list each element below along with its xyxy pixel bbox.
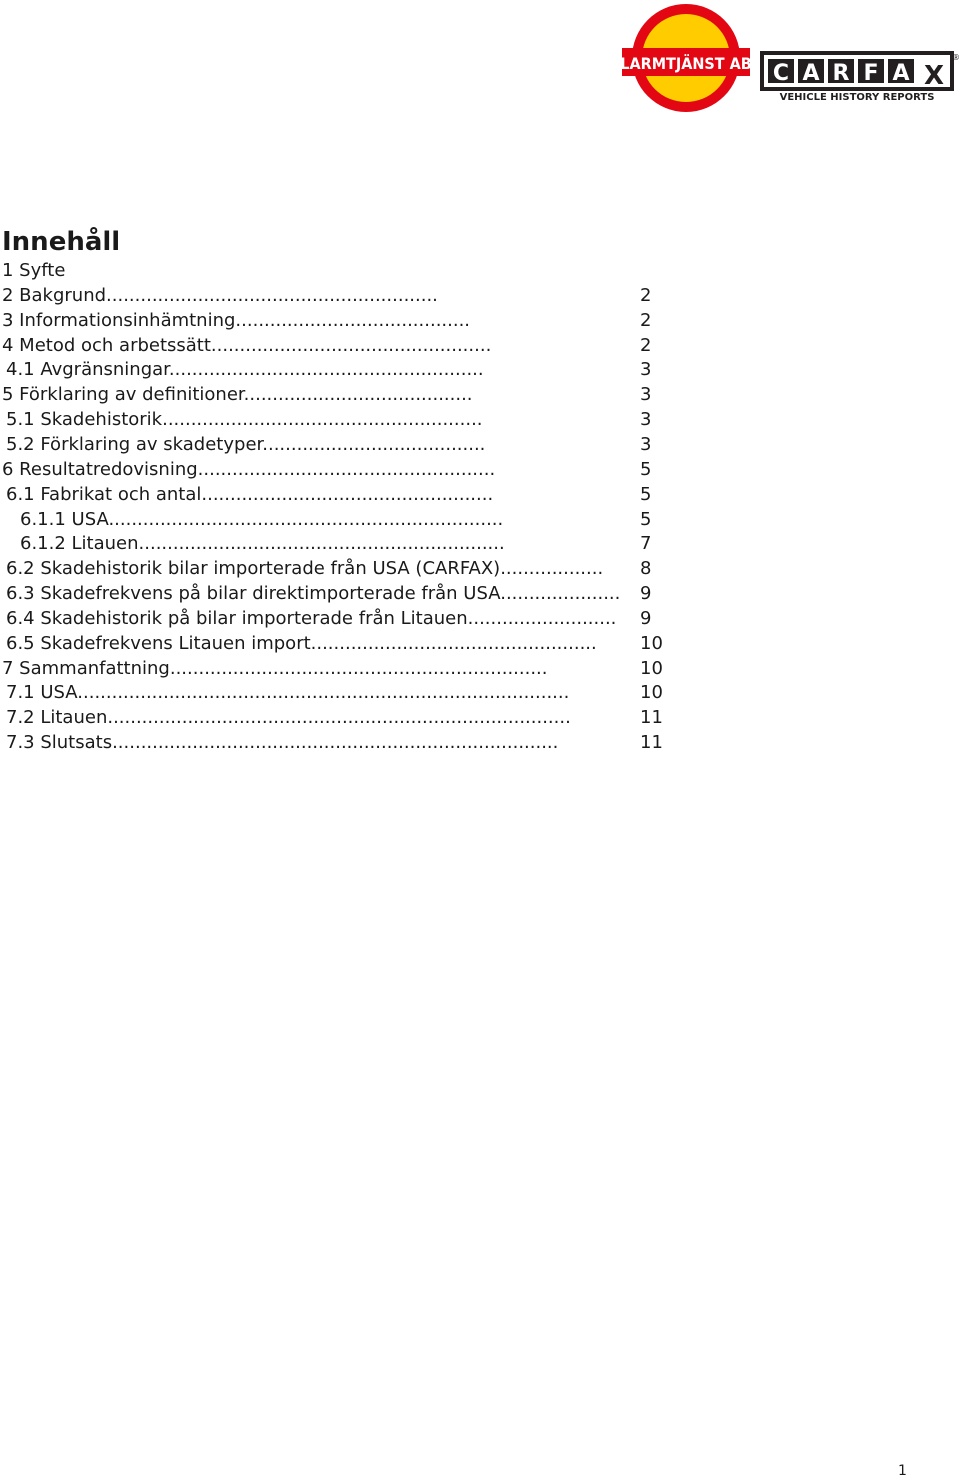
toc-entry[interactable] [0, 357, 680, 383]
toc-entry-page: 5 [640, 483, 652, 505]
toc-entry-page: 3 [640, 384, 652, 406]
toc-entry-page: 7 [640, 533, 652, 555]
toc-entry-text: 6.2 Skadehistorik bilar importerade från USA (CARFAX).................. [6, 558, 604, 580]
toc-entry[interactable] [0, 432, 680, 458]
toc-title: Innehåll [2, 227, 121, 257]
toc-entry-page: 10 [640, 632, 663, 654]
header-logos [620, 2, 960, 114]
toc-entry-text: 6.1.2 Litauen................................................................ [20, 533, 505, 555]
toc-entry-text: 6.1.1 USA..................................................................... [20, 508, 504, 530]
toc-entry[interactable] [0, 581, 680, 607]
carfax-tagline: VEHICLE HISTORY REPORTS [779, 92, 935, 103]
toc-entry[interactable] [0, 457, 680, 483]
toc-entry-text: 6.4 Skadehistorik på bilar importerade från Litauen.......................... [6, 607, 617, 629]
toc-entry-page: 2 [640, 284, 652, 306]
toc-entry[interactable] [0, 283, 680, 309]
toc-entry-text: 6.3 Skadefrekvens på bilar direktimporterade från USA..................... [6, 583, 621, 605]
toc-entry-page: 5 [640, 508, 652, 530]
page-number: 1 [898, 1463, 907, 1479]
toc-entry[interactable] [0, 556, 680, 582]
registered-mark: ® [952, 53, 960, 62]
carfax-letter: C [772, 61, 790, 86]
carfax-letter: F [863, 61, 879, 86]
toc-entry-text: 4 Metod och arbetssätt................................................. [2, 334, 492, 356]
carfax-letter: A [802, 61, 820, 86]
toc-entry[interactable] [0, 333, 680, 359]
toc-entry[interactable] [0, 531, 680, 557]
toc-entry-text: 7.3 Slutsats.............................................................................. [6, 732, 559, 754]
toc-entry-page: 9 [640, 583, 652, 605]
toc-entry-page: 3 [640, 433, 652, 455]
carfax-logo [762, 53, 960, 103]
toc-entry[interactable] [0, 308, 680, 334]
toc-entry[interactable] [0, 507, 680, 533]
larmtjanst-logo [620, 4, 751, 112]
toc-entry-text: 5.1 Skadehistorik........................................................ [6, 409, 483, 431]
toc-entry-page: 3 [640, 359, 652, 381]
toc-entry-page: 10 [640, 682, 663, 704]
toc-entry[interactable] [0, 258, 680, 284]
toc-entry-page: 8 [640, 558, 652, 580]
toc-entry-page: 10 [640, 657, 663, 679]
carfax-letter: A [892, 61, 910, 86]
toc-entry-text: 6 Resultatredovisning.................................................... [2, 458, 496, 480]
toc-entry-text: 2 Bakgrund.......................................................... [2, 284, 438, 306]
toc-entry[interactable] [0, 407, 680, 433]
toc-entry[interactable] [0, 656, 680, 682]
logo-group [620, 2, 960, 114]
toc-entry-text: 5 Förklaring av definitioner........................................ [2, 384, 473, 406]
toc-entry-text: 5.2 Förklaring av skadetyper....................................... [6, 433, 486, 455]
carfax-letter: X [923, 61, 945, 91]
toc-entry-page: 11 [640, 732, 663, 754]
toc-entry-text: 7.1 USA...................................................................................... [6, 682, 570, 704]
toc-entry-text: 1 Syfte [2, 260, 66, 281]
toc-entry[interactable] [0, 680, 680, 706]
toc-entry-page: 2 [640, 309, 652, 331]
toc-entry-page: 2 [640, 334, 652, 356]
toc-entry[interactable] [0, 382, 680, 408]
toc-entry-text: 7.2 Litauen................................................................................. [6, 707, 571, 729]
toc-entry-text: 3 Informationsinhämtning......................................... [2, 309, 471, 331]
toc-entry[interactable] [0, 705, 680, 731]
toc-entry-page: 5 [640, 458, 652, 480]
toc-entry[interactable] [0, 631, 680, 657]
toc-entry-text: 4.1 Avgränsningar....................................................... [6, 359, 484, 381]
carfax-letter: R [832, 61, 850, 86]
toc-entry-page: 9 [640, 607, 652, 629]
toc-entry-page: 3 [640, 409, 652, 431]
larmtjanst-logo-text: LARMTJÄNST AB [620, 54, 752, 73]
toc-entry[interactable] [0, 730, 680, 756]
toc-entry-page: 11 [640, 707, 663, 729]
toc-entry-text: 7 Sammanfattning.................................................................. [2, 657, 548, 679]
toc-entry[interactable] [0, 482, 680, 508]
toc-entry[interactable] [0, 606, 680, 632]
toc-entry-text: 6.1 Fabrikat och antal................................................... [6, 483, 494, 505]
toc-entry-text: 6.5 Skadefrekvens Litauen import.................................................. [6, 632, 597, 654]
